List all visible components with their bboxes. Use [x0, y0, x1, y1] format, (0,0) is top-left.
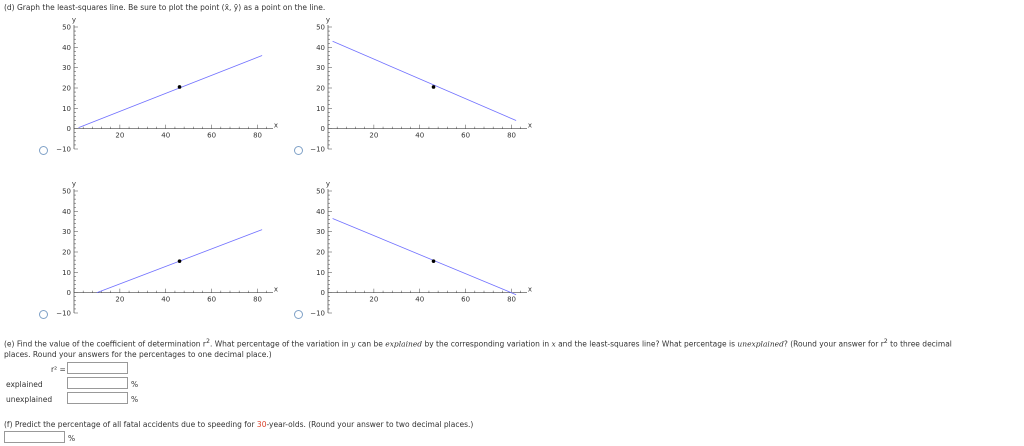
x-tick-label: 20 [115, 295, 125, 304]
y-axis-label: y [71, 16, 77, 24]
y-tick-label: 0 [66, 289, 71, 298]
y-tick-label: 0 [66, 125, 71, 134]
prediction-input[interactable] [4, 431, 65, 443]
y-tick-label: 10 [316, 104, 325, 113]
unexplained-percent: % [131, 395, 139, 404]
x-tick-label: 60 [207, 131, 217, 140]
y-tick-label: 50 [62, 187, 71, 196]
x-tick-label: 20 [369, 131, 379, 140]
y-tick-label: 10 [62, 104, 71, 113]
least-squares-line [333, 218, 517, 294]
x-tick-label: 80 [253, 131, 262, 140]
x-tick-label: 60 [461, 295, 471, 304]
y-tick-label: 40 [316, 207, 325, 216]
graph-option-4 [298, 176, 538, 326]
y-tick-label: 20 [62, 84, 71, 93]
y-tick-label: −10 [310, 309, 325, 318]
r2-input[interactable] [67, 362, 128, 374]
y-tick-label: 20 [316, 84, 325, 93]
y-tick-label: 20 [316, 248, 325, 257]
x-axis-label: x [527, 121, 533, 130]
y-axis-label: y [325, 180, 331, 188]
x-axis-label: x [527, 285, 533, 294]
graph-option-3 [44, 176, 284, 326]
y-tick-label: 40 [62, 207, 71, 216]
y-tick-label: 40 [62, 43, 71, 52]
y-tick-label: 50 [62, 23, 71, 32]
y-axis-label: y [71, 180, 77, 188]
unexplained-input[interactable] [67, 392, 128, 404]
y-tick-label: 20 [62, 248, 71, 257]
x-tick-label: 80 [507, 131, 516, 140]
y-axis-label: y [325, 16, 331, 24]
r2-label: r² = [51, 365, 66, 374]
least-squares-line [79, 55, 263, 127]
y-tick-label: 50 [316, 23, 325, 32]
explained-input[interactable] [67, 377, 128, 389]
y-tick-label: 0 [320, 289, 325, 298]
x-tick-label: 40 [415, 295, 425, 304]
prediction-percent: % [68, 434, 76, 443]
y-tick-label: 50 [316, 187, 325, 196]
x-tick-label: 80 [253, 295, 262, 304]
unexplained-label: unexplained [6, 395, 53, 404]
x-tick-label: 40 [161, 295, 171, 304]
y-tick-label: 10 [62, 268, 71, 277]
part-e-prompt-line-1: (e) Find the value of the coefficient of determination $r^2$. What percentage of the variation in y can be explained by the corresponding variation in x and the least-squares line? What percentage is unexplained? (Round your answer for $r^2$ to three decimal [4, 338, 952, 349]
x-tick-label: 60 [461, 131, 471, 140]
x-axis-label: x [273, 121, 279, 130]
part-f-prompt: (f) Predict the percentage of all fatal accidents due to speeding for 30-year-olds. (Round your answer to two decimal places.) [4, 420, 474, 429]
explained-percent: % [131, 380, 139, 389]
graph-option-1 [44, 12, 284, 162]
x-tick-label: 40 [415, 131, 425, 140]
x-tick-label: 60 [207, 295, 217, 304]
y-tick-label: 30 [316, 64, 325, 73]
y-tick-label: 30 [62, 228, 71, 237]
y-tick-label: 30 [316, 228, 325, 237]
part-f-age: 30 [256, 420, 267, 429]
y-tick-label: 30 [62, 64, 71, 73]
y-tick-label: −10 [56, 309, 71, 318]
x-tick-label: 80 [507, 295, 516, 304]
mean-point [178, 259, 182, 263]
mean-point [432, 259, 436, 263]
part-e-prompt-line-2: places. Round your answers for the percentages to one decimal place.) [4, 350, 272, 359]
y-tick-label: 10 [316, 268, 325, 277]
x-axis-label: x [273, 285, 279, 294]
x-tick-label: 40 [161, 131, 171, 140]
y-tick-label: −10 [56, 145, 71, 154]
mean-point [432, 85, 436, 89]
least-squares-line [333, 41, 517, 120]
graph-option-2 [298, 12, 538, 162]
y-tick-label: −10 [310, 145, 325, 154]
x-tick-label: 20 [369, 295, 379, 304]
mean-point [178, 85, 182, 89]
x-tick-label: 20 [115, 131, 125, 140]
explained-label: explained [6, 380, 43, 389]
y-tick-label: 40 [316, 43, 325, 52]
y-tick-label: 0 [320, 125, 325, 134]
part-d-prompt: (d) Graph the least-squares line. Be sure to plot the point (x̄, ȳ) as a point on the line. [4, 3, 326, 12]
